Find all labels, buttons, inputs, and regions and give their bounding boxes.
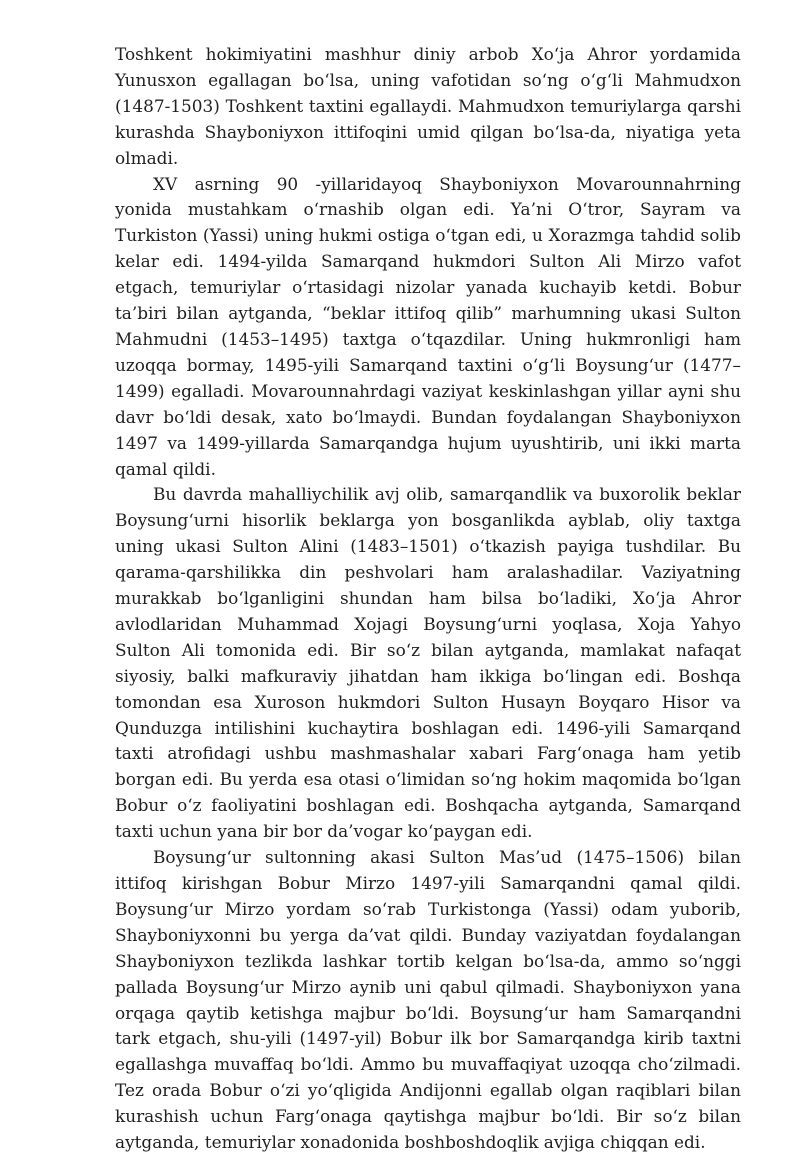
paragraph-4: Boysung‘ur sultonning akasi Sulton Mas’ud (1475–1506) bilan ittifoq kirishgan Bobur Mirzo 1497-yili Samarqandni qamal qildi. Boysung‘ur Mirzo yordam so‘rab Turkistonga (Yassi) odam yuborib, Shayboniyxonni bu yerga da’vat qildi. Bunday vaziyatdan foydalangan Shayboniyxon tezlikda lashkar tortib kelgan bo‘lsa-da, ammo so‘nggi pallada Boysung‘ur Mirzo aynib uni qabul qilmadi. Shayboniyxon yana orqaga qaytib ketishga majbur bo‘ldi. Boysung‘ur ham Samarqandni tark etgach, shu-yili (1497-yil) Bobur ilk bor Samarqandga kirib taxtni egallashga muvaffaq bo‘ldi. Ammo bu muvaffaqiyat uzoqqa cho‘zilmadi. Tez orada Bobur o‘zi yo‘qligida Andijonni egallab olgan raqiblari bilan kurashish uchun Farg‘onaga qaytishga majbur bo‘ldi. Bir so‘z bilan aytganda, temuriylar xonadonida boshboshdoqlik avjiga chiqqan edi.: [115, 847, 741, 1153]
document-page: [115, 42, 741, 1156]
paragraph-3: Bu davrda mahalliychilik avj olib, samarqandlik va buxorolik beklar Boysung‘urni hisorlik beklarga yon bosganlikda ayblab, oliy taxtga uning ukasi Sulton Alini (1483–1501) o‘tkazish payiga tushdilar. Bu qarama-qarshilikka din peshvolari ham aralashadilar. Vaziyatning murakkab bo‘lganligini shundan ham bilsa bo‘ladiki, Xo‘ja Ahror avlodlaridan Muhammad Xojagi Boysung‘urni yoqlasa, Xoja Yahyo Sulton Ali tomonida edi. Bir so‘z bilan aytganda, mamlakat nafaqat siyosiy, balki mafkuraviy jihatdan ham ikkiga bo‘lingan edi. Boshqa tomondan esa Xuroson hukmdori Sulton Husayn Boyqaro Hisor va Qunduzga intilishini kuchaytira boshlagan edi. 1496-yili Samarqand taxti atrofidagi ushbu mashmashalar xabari Farg‘onaga ham yetib borgan edi. Bu yerda esa otasi o‘limidan so‘ng hokim maqomida bo‘lgan Bobur o‘z faoliyatini boshlagan edi. Boshqacha aytganda, Samarqand taxti uchun yana bir bor da’vogar ko‘paygan edi.: [115, 484, 741, 842]
paragraph-1: Toshkent hokimiyatini mashhur diniy arbob Xo‘ja Ahror yordamida Yunusxon egallagan bo‘lsa, uning vafotidan so‘ng o‘g‘li Mahmudxon (1487-1503) Toshkent taxtini egallaydi. Mahmudxon temuriylarga qarshi kurashda Shayboniyxon ittifoqini umid qilgan bo‘lsa-da, niyatiga yeta olmadi.: [115, 44, 741, 168]
paragraph-2: XV asrning 90 -yillaridayoq Shayboniyxon Movarounnahrning yonida mustahkam o‘rnashib olgan edi. Ya’ni O‘tror, Sayram va Turkiston (Yassi) uning hukmi ostiga o‘tgan edi, u Xorazmga tahdid solib kelar edi. 1494-yilda Samarqand hukmdori Sulton Ali Mirzo vafot etgach, temuriylar o‘rtasidagi nizolar yanada kuchayib ketdi. Bobur ta’biri bilan aytganda, “beklar ittifoq qilib” marhumning ukasi Sulton Mahmudni (1453–1495) taxtga o‘tqazdilar. Uning hukmronligi ham uzoqqa bormay, 1495-yili Samarqand taxtini o‘g‘li Boysung‘ur (1477–1499) egalladi. Movarounnahrdagi vaziyat keskinlashgan yillar ayni shu davr bo‘ldi desak, xato bo‘lmaydi. Bundan foydalangan Shayboniyxon 1497 va 1499-yillarda Samarqandga hujum uyushtirib, uni ikki marta qamal qildi.: [115, 173, 741, 479]
